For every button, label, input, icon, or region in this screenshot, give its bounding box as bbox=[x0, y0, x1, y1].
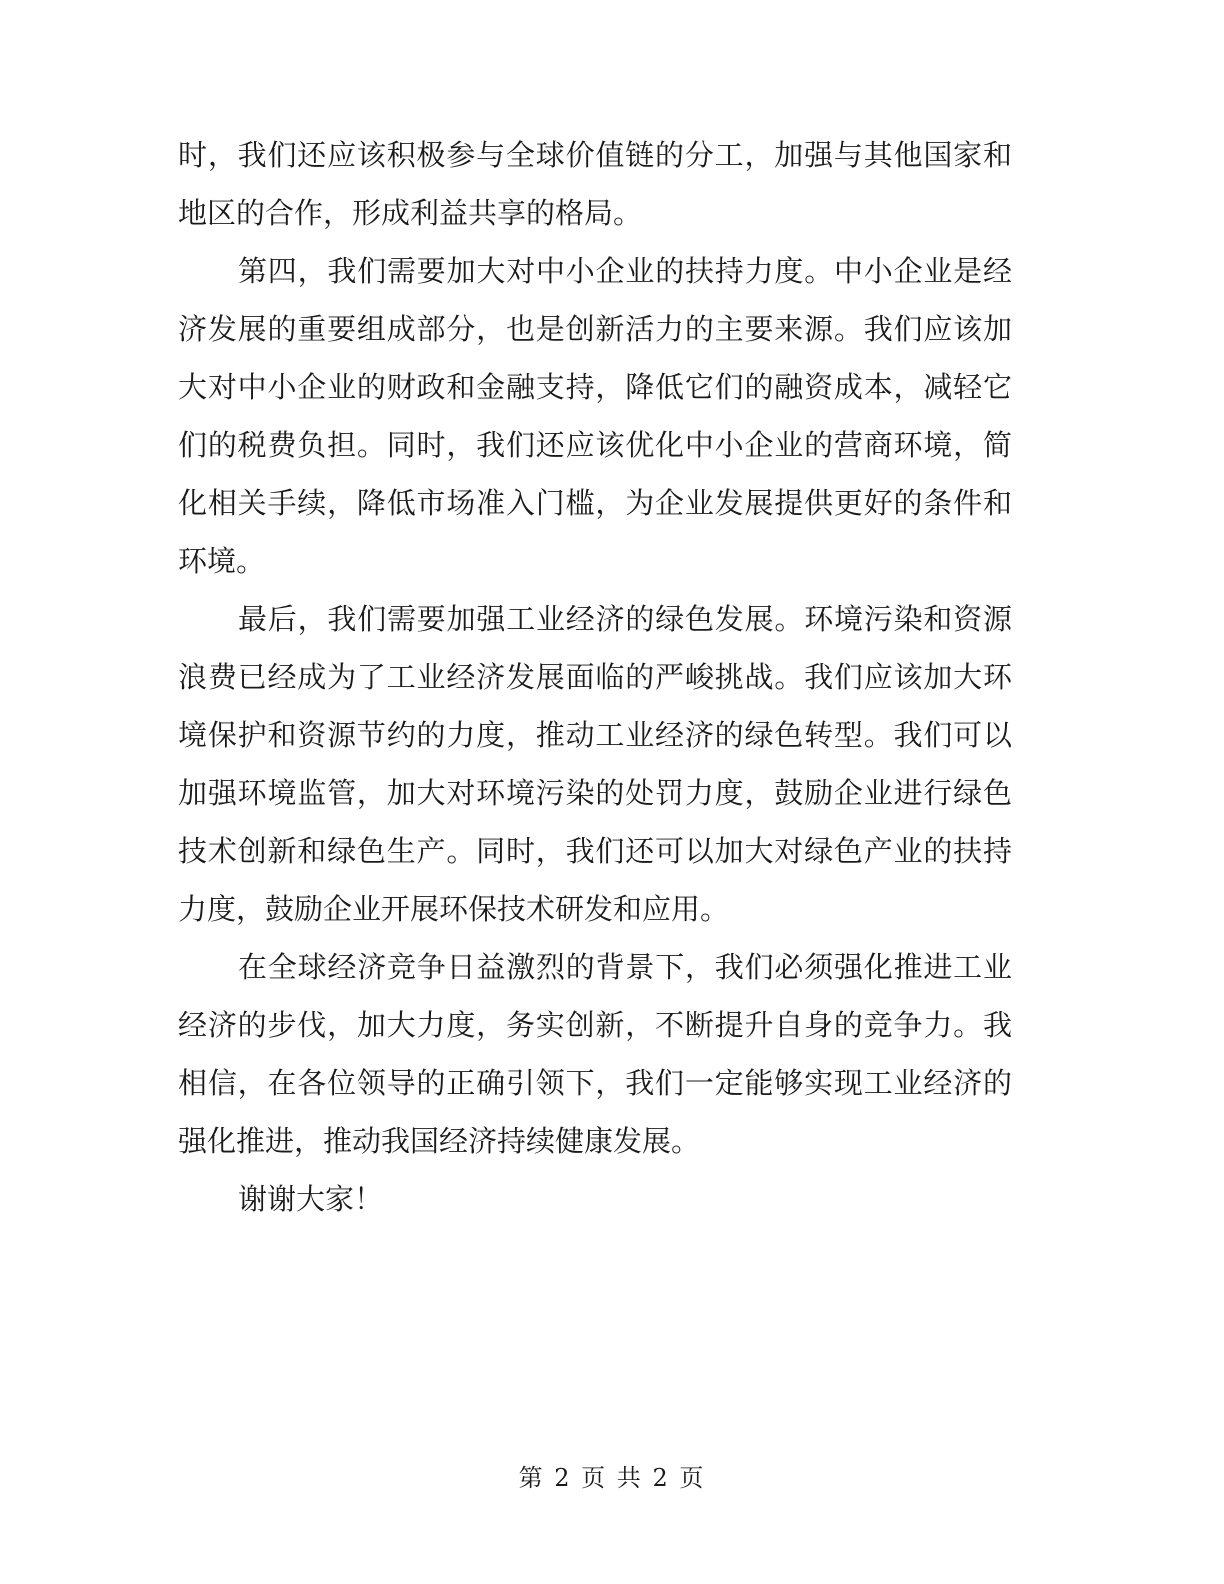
text-line: 第四，我们需要加大对中小企业的扶持力度。中小企业是经 bbox=[238, 254, 1012, 288]
text-line: 济发展的重要组成部分，也是创新活力的主要来源。我们应该加 bbox=[178, 312, 1012, 346]
text-line: 化相关手续，降低市场准入门槛，为企业发展提供更好的条件和 bbox=[178, 486, 1012, 520]
document-body bbox=[178, 126, 1012, 1228]
page-footer: 第 2 页 共 2 页 bbox=[518, 1464, 706, 1492]
text-line: 力度，鼓励企业开展环保技术研发和应用。 bbox=[178, 892, 730, 926]
text-line: 浪费已经成为了工业经济发展面临的严峻挑战。我们应该加大环 bbox=[178, 660, 1012, 694]
text-line: 经济的步伐，加大力度，务实创新，不断提升自身的竞争力。我 bbox=[178, 1008, 1012, 1042]
text-line: 在全球经济竞争日益激烈的背景下，我们必须强化推进工业 bbox=[238, 950, 1012, 984]
text-line: 环境。 bbox=[178, 544, 266, 578]
text-line: 地区的合作，形成利益共享的格局。 bbox=[178, 196, 643, 230]
text-line: 大对中小企业的财政和金融支持，降低它们的融资成本，减轻它 bbox=[178, 370, 1012, 404]
text-line: 加强环境监管，加大对环境污染的处罚力度，鼓励企业进行绿色 bbox=[178, 776, 1012, 810]
text-line: 时，我们还应该积极参与全球价值链的分工，加强与其他国家和 bbox=[178, 138, 1012, 172]
text-line: 最后，我们需要加强工业经济的绿色发展。环境污染和资源 bbox=[238, 602, 1012, 636]
text-line: 技术创新和绿色生产。同时，我们还可以加大对绿色产业的扶持 bbox=[178, 834, 1012, 868]
text-line: 境保护和资源节约的力度，推动工业经济的绿色转型。我们可以 bbox=[178, 718, 1012, 752]
text-line: 强化推进，推动我国经济持续健康发展。 bbox=[178, 1124, 701, 1158]
text-line: 谢谢大家！ bbox=[238, 1182, 384, 1216]
text-line: 们的税费负担。同时，我们还应该优化中小企业的营商环境，简 bbox=[178, 428, 1012, 462]
text-line: 相信，在各位领导的正确引领下，我们一定能够实现工业经济的 bbox=[178, 1066, 1012, 1100]
